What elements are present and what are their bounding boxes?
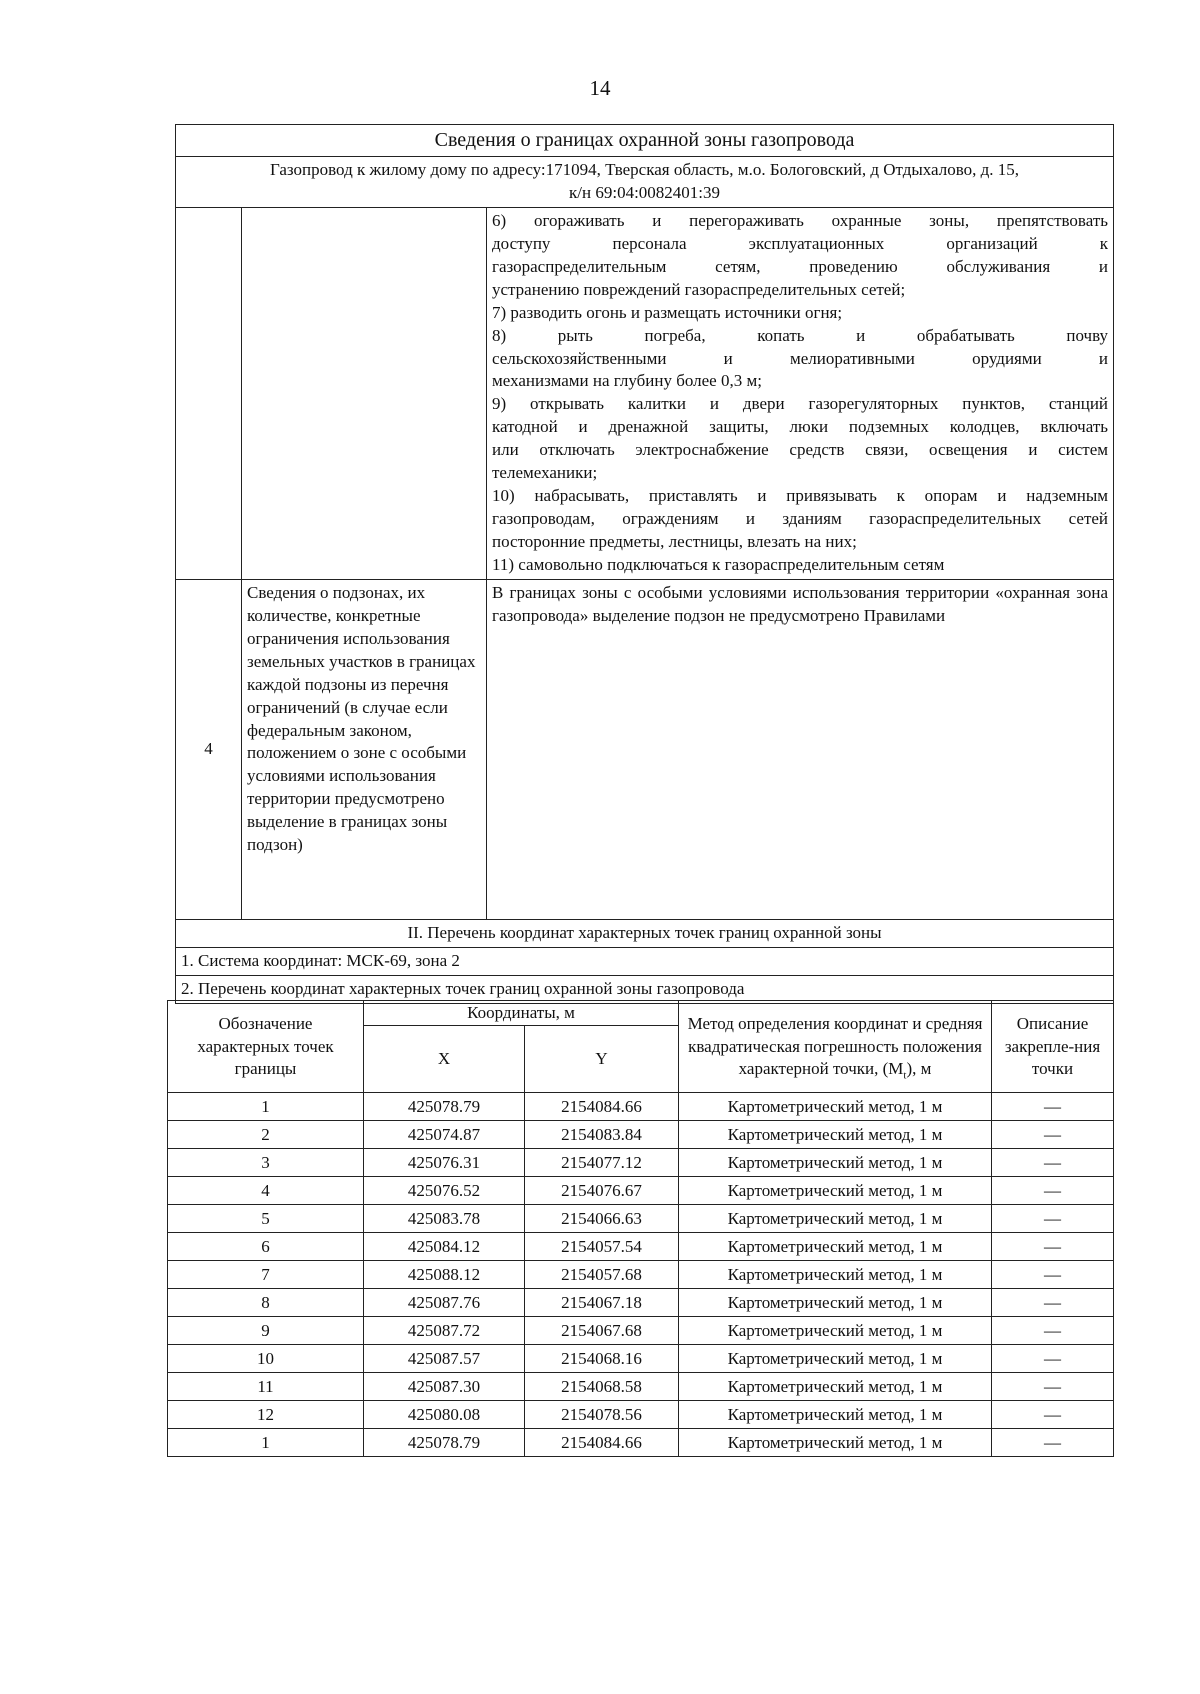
point-description: — xyxy=(992,1205,1114,1233)
method: Картометрический метод, 1 м xyxy=(679,1233,992,1261)
cadastral-number: к/н 69:04:0082401:39 xyxy=(569,182,721,202)
subzones-row xyxy=(176,579,1114,919)
y-coordinate: 2154084.66 xyxy=(525,1093,679,1121)
point-description: — xyxy=(992,1289,1114,1317)
restrictions-label xyxy=(242,207,487,579)
table-row xyxy=(168,1149,1114,1177)
point-number: 5 xyxy=(168,1205,364,1233)
x-coordinate: 425078.79 xyxy=(364,1429,525,1457)
table-row xyxy=(168,1429,1114,1457)
table-row xyxy=(168,1177,1114,1205)
zone-info-table xyxy=(175,124,1114,1004)
y-coordinate: 2154083.84 xyxy=(525,1121,679,1149)
x-coordinate: 425080.08 xyxy=(364,1401,525,1429)
point-number: 6 xyxy=(168,1233,364,1261)
restriction-line: устранению повреждений газораспределительных сетей; xyxy=(492,279,906,299)
header-method-text: Метод определения координат и средняя квадратическая погрешность положения характерной точки, (M xyxy=(687,1014,983,1078)
y-coordinate: 2154078.56 xyxy=(525,1401,679,1429)
point-description: — xyxy=(992,1345,1114,1373)
method: Картометрический метод, 1 м xyxy=(679,1373,992,1401)
x-coordinate: 425087.57 xyxy=(364,1345,525,1373)
point-number: 3 xyxy=(168,1149,364,1177)
x-coordinate: 425087.72 xyxy=(364,1317,525,1345)
table-row xyxy=(168,1205,1114,1233)
restrictions-list xyxy=(487,207,1114,579)
gas-pipeline-address xyxy=(176,157,1114,208)
point-number: 10 xyxy=(168,1345,364,1373)
page-number: 14 xyxy=(589,76,611,100)
point-description: — xyxy=(992,1261,1114,1289)
point-number: 9 xyxy=(168,1317,364,1345)
restriction-line: 8) рыть погреба, копать и обрабатывать почву xyxy=(492,325,1109,345)
y-coordinate: 2154057.54 xyxy=(525,1233,679,1261)
point-number: 1 xyxy=(168,1093,364,1121)
y-coordinate: 2154068.16 xyxy=(525,1345,679,1373)
restriction-line: сельскохозяйственными и мелиоративными орудиями и xyxy=(492,348,1109,368)
x-coordinate: 425084.12 xyxy=(364,1233,525,1261)
header-point: Обозначение характерных точек границы xyxy=(168,1001,364,1093)
point-description: — xyxy=(992,1373,1114,1401)
y-coordinate: 2154067.18 xyxy=(525,1289,679,1317)
header-y: Y xyxy=(525,1026,679,1093)
table-row xyxy=(168,1093,1114,1121)
restriction-line: доступу персонала эксплуатационных организаций к xyxy=(492,233,1109,253)
x-coordinate: 425087.76 xyxy=(364,1289,525,1317)
restriction-line: катодной и дренажной защиты, люки подземных колодцев, включать xyxy=(492,417,1109,437)
restriction-line: 6) огораживать и перегораживать охранные зоны, препятствовать xyxy=(492,210,1109,230)
point-description: — xyxy=(992,1177,1114,1205)
table-row xyxy=(168,1289,1114,1317)
point-description: — xyxy=(992,1401,1114,1429)
row-number: 4 xyxy=(176,579,242,919)
x-coordinate: 425088.12 xyxy=(364,1261,525,1289)
coordinates-list-title: 2. Перечень координат характерных точек границ охранной зоны газопровода xyxy=(176,975,1114,1003)
point-description: — xyxy=(992,1093,1114,1121)
method: Картометрический метод, 1 м xyxy=(679,1317,992,1345)
table-row xyxy=(168,1121,1114,1149)
point-number: 8 xyxy=(168,1289,364,1317)
header-method-unit: ), м xyxy=(906,1058,932,1078)
header-method xyxy=(679,1001,992,1093)
point-description: — xyxy=(992,1121,1114,1149)
restriction-line: механизмами на глубину более 0,3 м; xyxy=(492,371,762,391)
restriction-line: 10) набрасывать, приставлять и привязывать к опорам и надземным xyxy=(492,486,1109,506)
address-line: Газопровод к жилому дому по адресу:171094, Тверская область, м.о. Бологовский, д Отдыхалово, д. 15, xyxy=(269,160,1020,179)
header-coords: Координаты, м xyxy=(364,1001,679,1026)
x-coordinate: 425076.31 xyxy=(364,1149,525,1177)
method: Картометрический метод, 1 м xyxy=(679,1401,992,1429)
method: Картометрический метод, 1 м xyxy=(679,1177,992,1205)
x-coordinate: 425083.78 xyxy=(364,1205,525,1233)
table-row xyxy=(168,1261,1114,1289)
method: Картометрический метод, 1 м xyxy=(679,1345,992,1373)
table-row xyxy=(168,1373,1114,1401)
y-coordinate: 2154066.63 xyxy=(525,1205,679,1233)
x-coordinate: 425087.30 xyxy=(364,1373,525,1401)
header-method-subscript: t xyxy=(903,1068,907,1081)
header-description: Описание закрепле-ния точки xyxy=(992,1001,1114,1093)
restriction-line: телемеханики; xyxy=(492,463,598,483)
y-coordinate: 2154084.66 xyxy=(525,1429,679,1457)
method: Картометрический метод, 1 м xyxy=(679,1429,992,1457)
restriction-line: 11) самовольно подключаться к газораспределительным сетям xyxy=(492,554,945,574)
method: Картометрический метод, 1 м xyxy=(679,1149,992,1177)
coordinates-table xyxy=(167,1000,1114,1457)
method: Картометрический метод, 1 м xyxy=(679,1289,992,1317)
point-number: 7 xyxy=(168,1261,364,1289)
restriction-line: или отключать электроснабжение средств связи, освещения и систем xyxy=(492,440,1109,460)
point-number: 1 xyxy=(168,1429,364,1457)
restriction-line: газопроводам, ограждениям и зданиям газораспределительных сетей xyxy=(492,509,1109,529)
y-coordinate: 2154057.68 xyxy=(525,1261,679,1289)
point-number: 12 xyxy=(168,1401,364,1429)
document-title: Сведения о границах охранной зоны газопровода xyxy=(176,125,1114,157)
y-coordinate: 2154067.68 xyxy=(525,1317,679,1345)
restriction-line: 9) открывать калитки и двери газорегуляторных пунктов, станций xyxy=(492,394,1109,414)
method: Картометрический метод, 1 м xyxy=(679,1205,992,1233)
section-title: II. Перечень координат характерных точек границ охранной зоны xyxy=(176,919,1114,947)
table-row xyxy=(168,1401,1114,1429)
point-description: — xyxy=(992,1317,1114,1345)
y-coordinate: 2154077.12 xyxy=(525,1149,679,1177)
point-number: 11 xyxy=(168,1373,364,1401)
table-row xyxy=(168,1233,1114,1261)
x-coordinate: 425074.87 xyxy=(364,1121,525,1149)
point-description: — xyxy=(992,1429,1114,1457)
x-coordinate: 425078.79 xyxy=(364,1093,525,1121)
x-coordinate: 425076.52 xyxy=(364,1177,525,1205)
restriction-line: посторонние предметы, лестницы, влезать на них; xyxy=(492,532,857,551)
method: Картометрический метод, 1 м xyxy=(679,1121,992,1149)
row-number xyxy=(176,207,242,579)
point-description: — xyxy=(992,1233,1114,1261)
table-row xyxy=(168,1345,1114,1373)
point-number: 2 xyxy=(168,1121,364,1149)
y-coordinate: 2154068.58 xyxy=(525,1373,679,1401)
restrictions-row xyxy=(176,207,1114,579)
method: Картометрический метод, 1 м xyxy=(679,1261,992,1289)
subzones-value: В границах зоны с особыми условиями использования территории «охранная зона газопровода» выделение подзон не предусмотрено Правилами xyxy=(487,579,1114,919)
header-x: X xyxy=(364,1026,525,1093)
table-row xyxy=(168,1317,1114,1345)
method: Картометрический метод, 1 м xyxy=(679,1093,992,1121)
subzones-label: Сведения о подзонах, их количестве, конкретные ограничения использования земельных участков в границах каждой подзоны из перечня ограничений (в случае если федеральным законом, положением о зоне с особыми условиями использования территории предусмотрено выделение в границах зоны подзон) xyxy=(242,579,487,919)
coordinate-system: 1. Система координат: МСК-69, зона 2 xyxy=(176,947,1114,975)
point-description: — xyxy=(992,1149,1114,1177)
restriction-line: 7) разводить огонь и размещать источники огня; xyxy=(492,302,843,322)
restriction-line: газораспределительным сетям, проведению обслуживания и xyxy=(492,256,1109,276)
y-coordinate: 2154076.67 xyxy=(525,1177,679,1205)
point-number: 4 xyxy=(168,1177,364,1205)
